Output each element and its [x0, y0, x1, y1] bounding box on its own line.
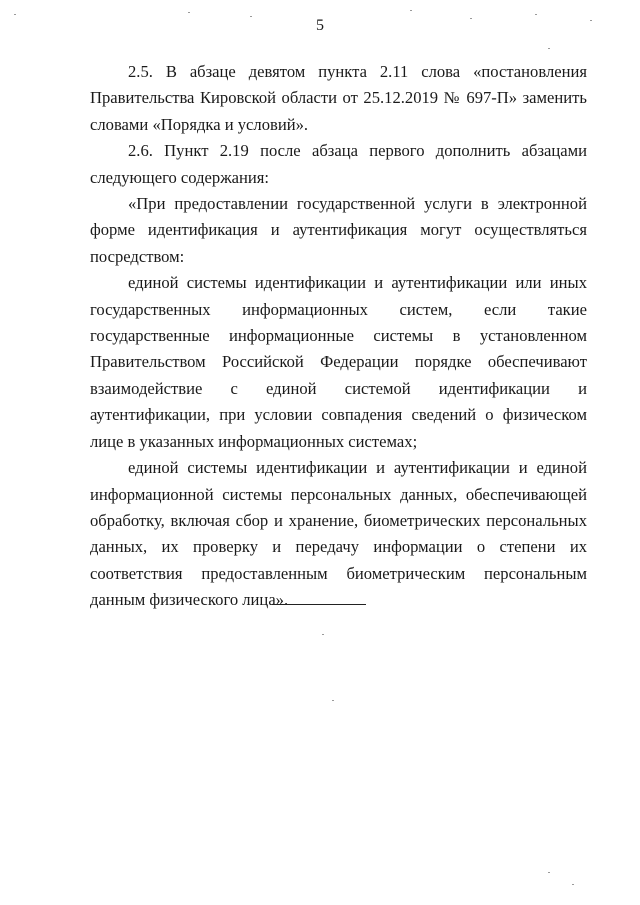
paragraph-esia-option: единой системы идентификации и аутентификации или иных государственных информационных систем, если такие государственные информационные системы в установленном Правительством Российской Федерации порядке обеспечивают взаимодействие с единой системой идентификации и аутентификации, при условии совпадения сведений о физическом лице в указанных информационных системах; — [90, 273, 587, 451]
scan-speck — [470, 18, 472, 19]
scan-speck — [548, 48, 550, 49]
paragraph-2-5: 2.5. В абзаце девятом пункта 2.11 слова «постановления Правительства Кировской области от 25.12.2019 № 697-П» заменить словами «Порядка и условий». — [90, 62, 587, 134]
document-body — [90, 59, 587, 614]
scan-speck — [332, 700, 334, 701]
scan-speck — [322, 634, 324, 635]
scan-speck — [590, 20, 592, 21]
scan-speck — [410, 10, 412, 11]
scan-speck — [548, 872, 550, 873]
scan-speck — [14, 14, 16, 15]
scan-speck — [535, 14, 537, 15]
paragraph-biometric-option: единой системы идентификации и аутентификации и единой информационной системы персональных данных, обеспечивающей обработку, включая сбор и хранение, биометрических персональных данных, их проверку и передачу информации о степени их соответствия предоставленным биометрическим персональным данным физического лица». — [90, 458, 587, 610]
paragraph-quote-intro: «При предоставлении государственной услуги в электронной форме идентификация и аутентификация могут осуществляться посредством: — [90, 194, 587, 266]
scan-speck — [572, 884, 574, 885]
scan-speck — [188, 12, 190, 13]
paragraph-2-6: 2.6. Пункт 2.19 после абзаца первого дополнить абзацами следующего содержания: — [90, 141, 587, 187]
end-divider-line — [272, 604, 366, 605]
page-number: 5 — [316, 17, 324, 34]
scan-speck — [250, 16, 252, 17]
